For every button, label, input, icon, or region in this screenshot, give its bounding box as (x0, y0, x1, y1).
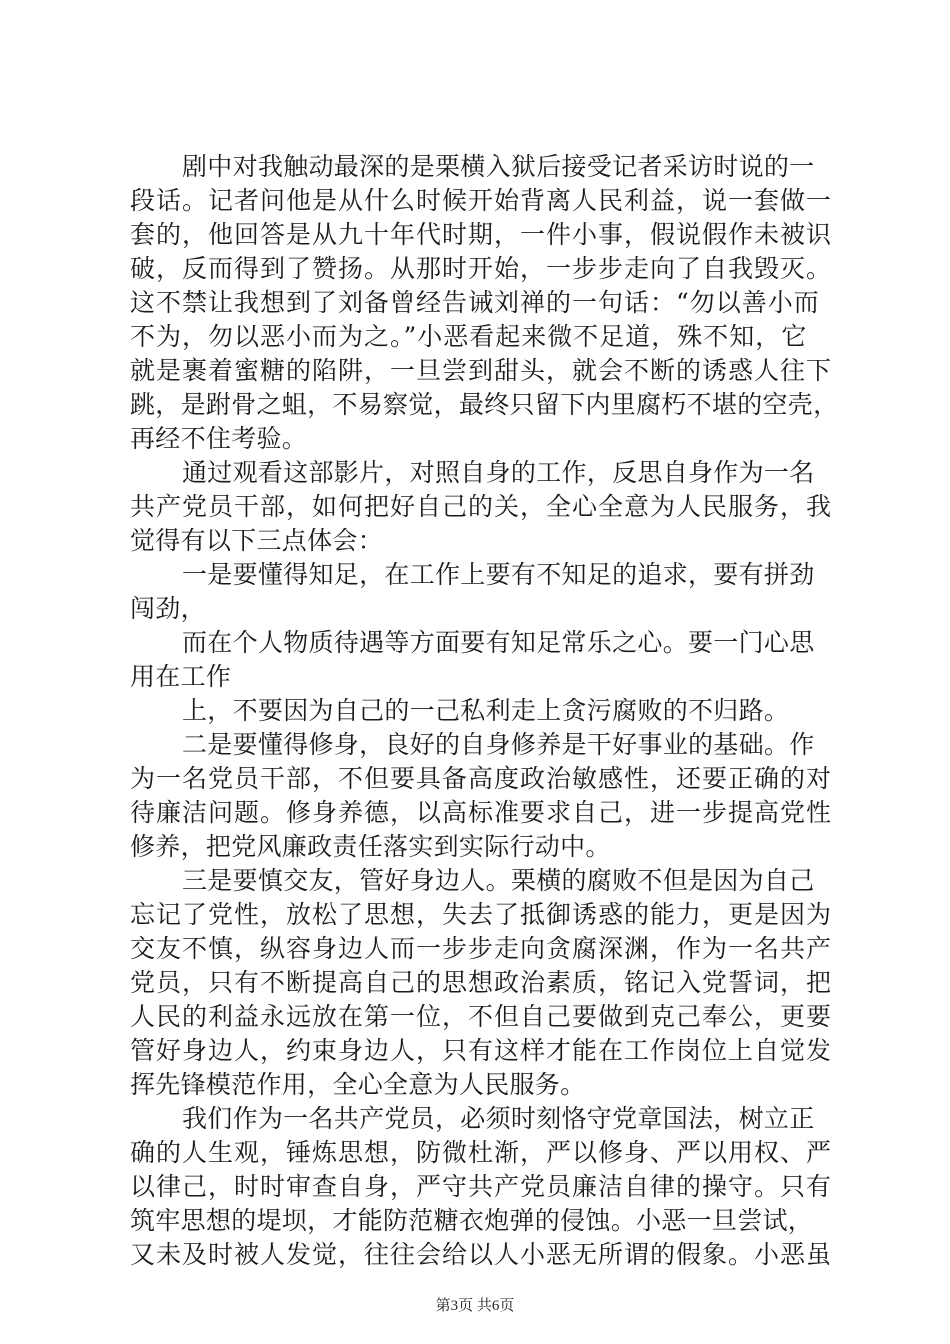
text-line: 为一名党员干部，不但要具备高度政治敏感性，还要正确的对 (130, 764, 833, 793)
text-line: 三是要慎交友，管好身边人。栗横的腐败不但是因为自己 (182, 866, 815, 895)
text-line: 这不禁让我想到了刘备曾经告诫刘禅的一句话：“勿以善小而 (130, 288, 820, 317)
text-line: 修养，把党风廉政责任落实到实际行动中。 (130, 832, 611, 861)
text-line: 跳，是跗骨之蛆，不易察觉，最终只留下内里腐朽不堪的空壳， (130, 390, 839, 419)
text-line: 以律己，时时审查自身，严守共产党员廉洁自律的操守。只有 (130, 1172, 833, 1201)
text-line: 就是裹着蜜糖的陷阱，一旦尝到甜头，就会不断的诱惑人往下 (130, 356, 833, 385)
text-line: 不为，勿以恶小而为之。”小恶看起来微不足道，殊不知，它 (130, 322, 808, 351)
text-line: 段话。记者问他是从什么时候开始背离人民利益，说一套做一 (130, 186, 833, 215)
text-line: 上，不要因为自己的一己私利走上贪污腐败的不归路。 (182, 696, 790, 725)
text-line: 我们作为一名共产党员，必须时刻恪守党章国法，树立正 (182, 1104, 815, 1133)
text-line: 套的，他回答是从九十年代时期，一件小事，假说假作未被识 (130, 220, 833, 249)
text-line: 一是要懂得知足，在工作上要有不知足的追求，要有拼劲 (182, 560, 815, 589)
text-line: 挥先锋模范作用，全心全意为人民服务。 (130, 1070, 586, 1099)
document-body (130, 150, 839, 1272)
text-line: 通过观看这部影片，对照自身的工作，反思自身作为一名 (182, 458, 815, 487)
text-line: 忘记了党性，放松了思想，失去了抵御诱惑的能力，更是因为 (130, 900, 833, 929)
text-line: 交友不慎，纵容身边人而一步步走向贪腐深渊，作为一名共产 (130, 934, 833, 963)
text-line: 党员，只有不断提高自己的思想政治素质，铭记入党誓词，把 (130, 968, 833, 997)
page-number-footer: 第3页 共6页 (435, 1298, 515, 1314)
text-line: 人民的利益永远放在第一位，不但自己要做到克己奉公，更要 (130, 1002, 833, 1031)
text-line: 确的人生观，锤炼思想，防微杜渐，严以修身、严以用权、严 (130, 1138, 833, 1167)
text-line: 用在工作 (130, 662, 232, 691)
text-line: 管好身边人，约束身边人，只有这样才能在工作岗位上自觉发 (130, 1036, 833, 1065)
text-line: 待廉洁问题。修身养德，以高标准要求自己，进一步提高党性 (130, 798, 833, 827)
text-line: 破，反而得到了赞扬。从那时开始，一步步走向了自我毁灭。 (130, 254, 833, 283)
text-line: 而在个人物质待遇等方面要有知足常乐之心。要一门心思 (182, 628, 815, 657)
text-line: 闯劲， (130, 594, 206, 623)
text-line: 又未及时被人发觉，往往会给以人小恶无所谓的假象。小恶虽 (130, 1240, 833, 1269)
text-line: 二是要懂得修身，良好的自身修养是干好事业的基础。作 (182, 730, 815, 759)
text-line: 筑牢思想的堤坝，才能防范糖衣炮弹的侵蚀。小恶一旦尝试， (130, 1206, 814, 1235)
text-line: 共产党员干部，如何把好自己的关，全心全意为人民服务，我 (130, 492, 833, 521)
text-line: 再经不住考验。 (130, 424, 308, 453)
text-line: 觉得有以下三点体会： (130, 526, 384, 555)
text-line: 剧中对我触动最深的是栗横入狱后接受记者采访时说的一 (182, 152, 815, 181)
